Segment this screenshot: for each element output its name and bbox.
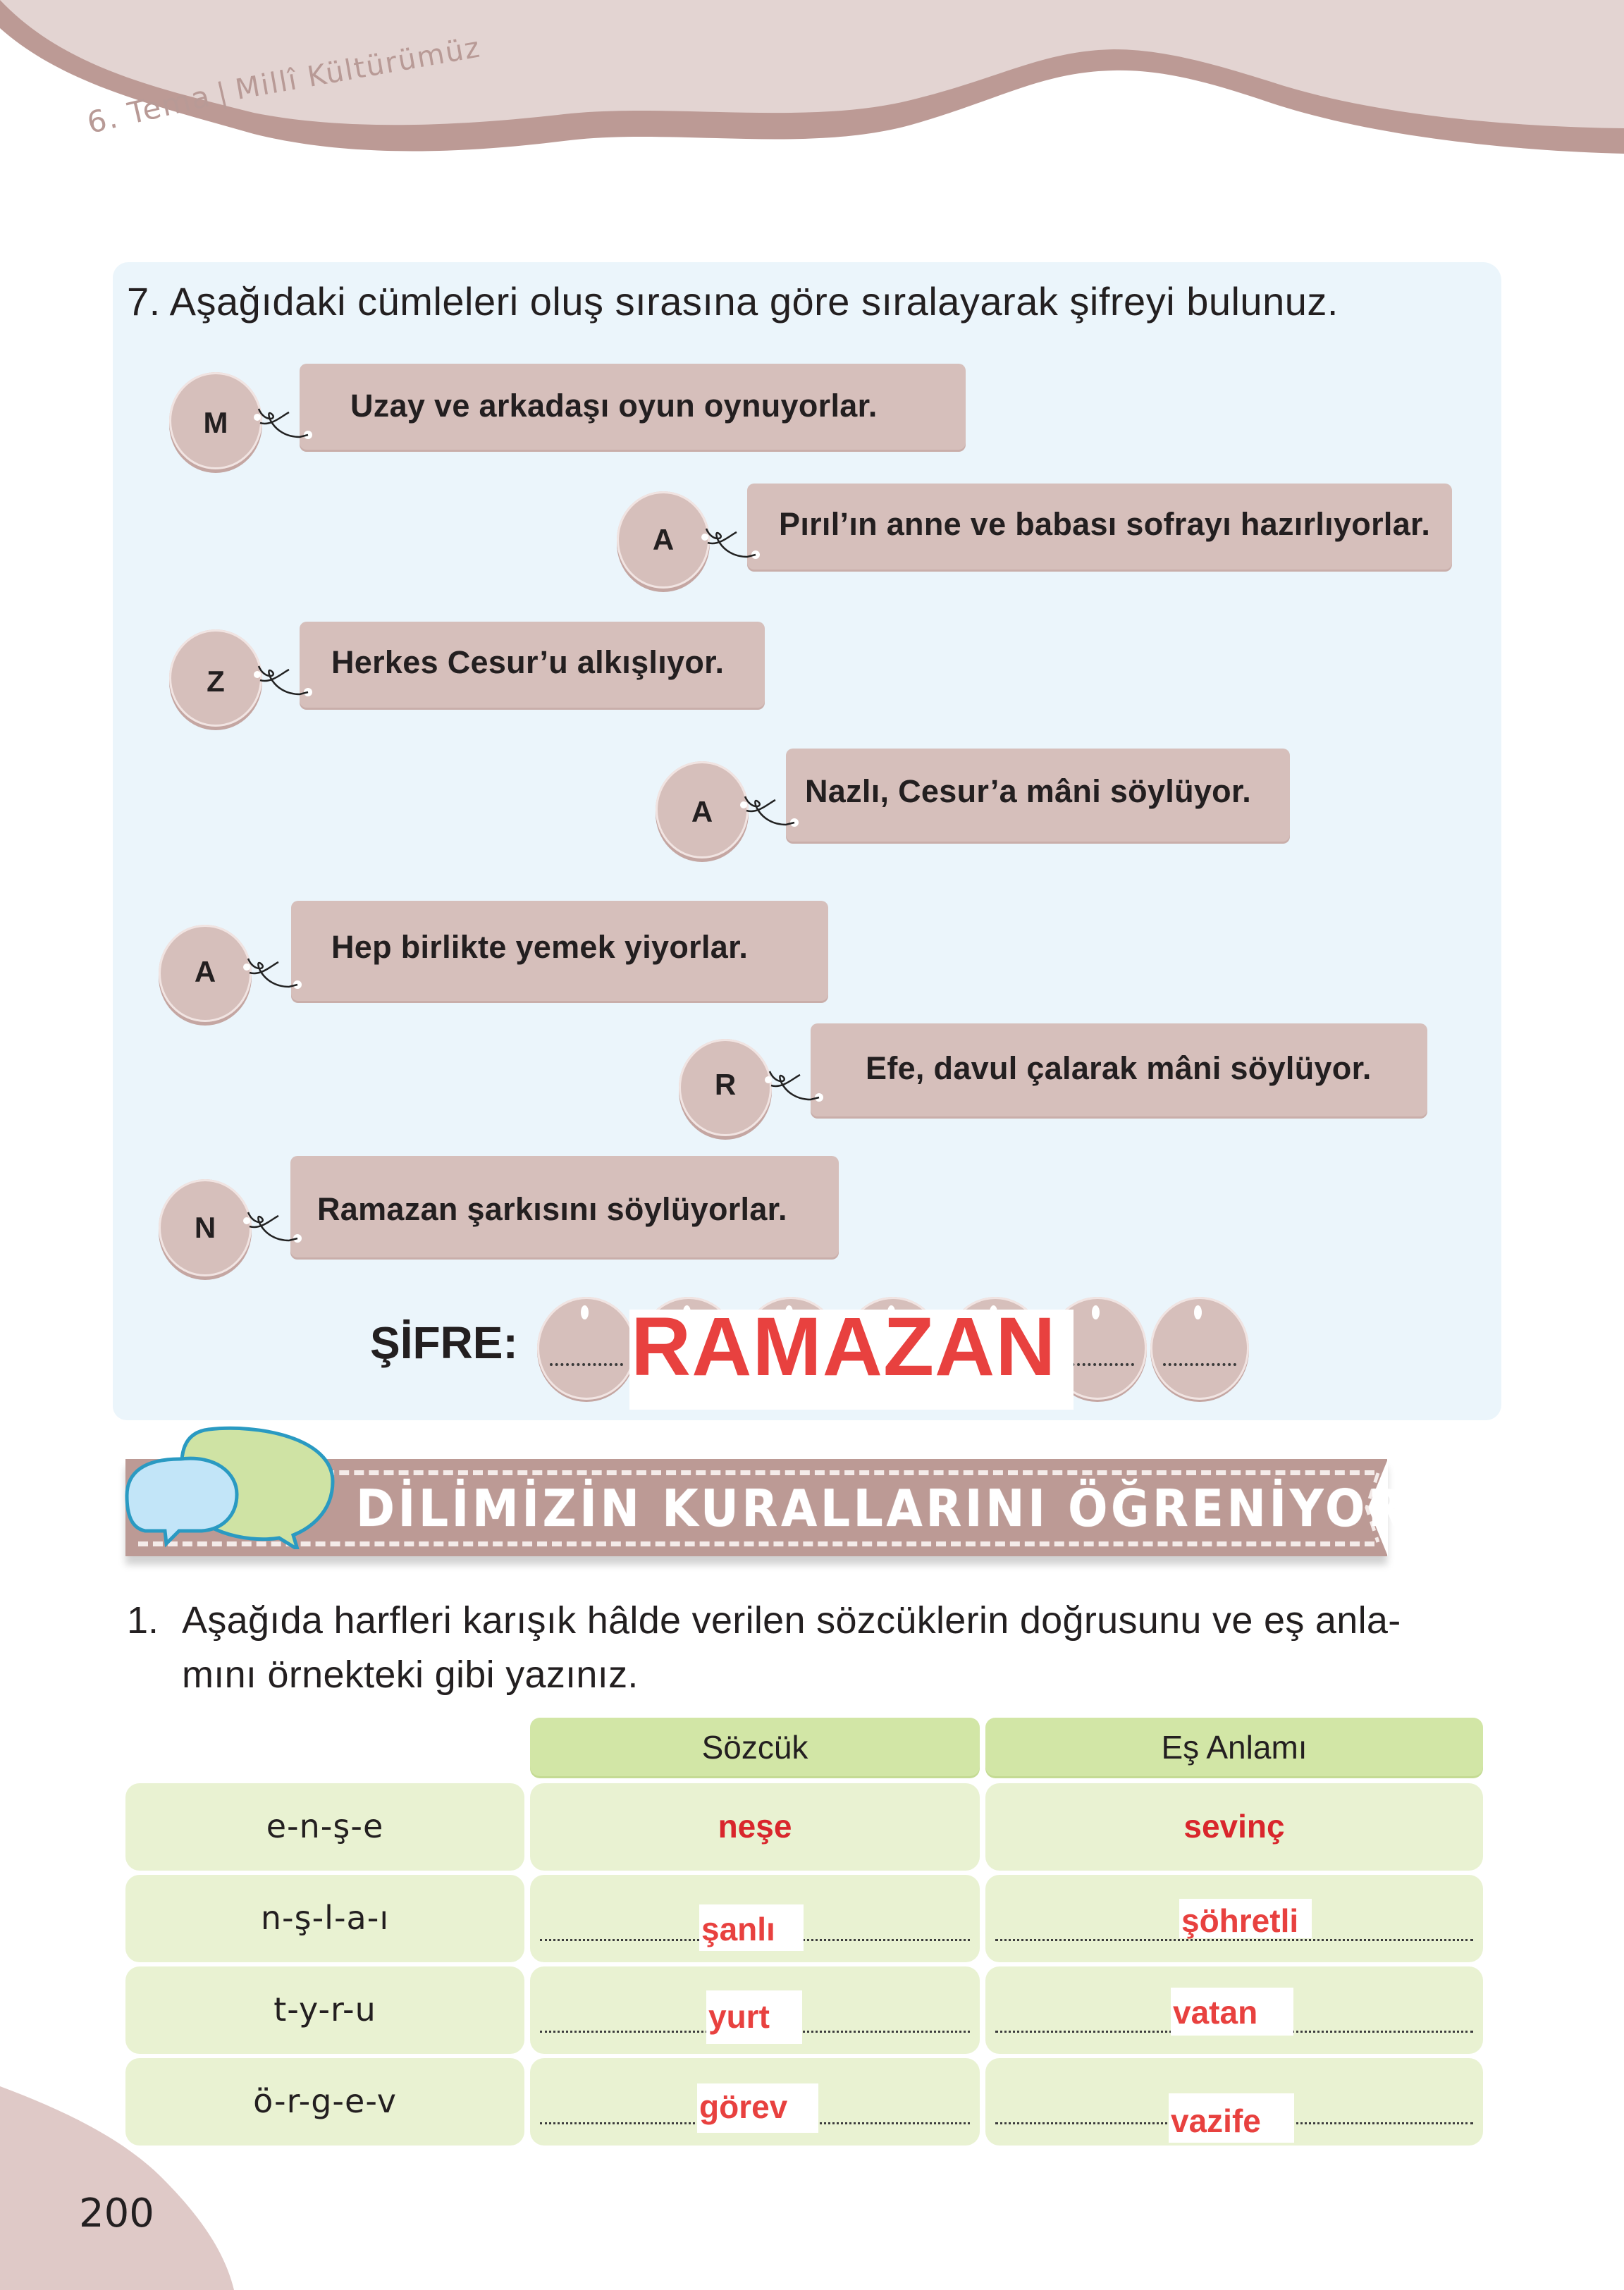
- footer-blob-decoration: [0, 2086, 240, 2290]
- synonym-cell: [985, 1783, 1483, 1871]
- word-cell: [530, 1783, 980, 1871]
- table-row: [125, 1966, 524, 2054]
- scrambled-word: n-ş-l-a-ı: [260, 1899, 390, 1937]
- column-header-synonym: Eş Anlamı: [985, 1718, 1483, 1776]
- sentence-text: Uzay ve arkadaşı oyun oynuyorlar.: [350, 388, 878, 424]
- theme-separator: |: [214, 76, 232, 111]
- string-icon: [250, 655, 314, 705]
- tag-letter: A: [652, 523, 675, 556]
- tag-letter: R: [714, 1068, 737, 1101]
- sentence-text: Herkes Cesur’u alkışlıyor.: [331, 644, 725, 680]
- table-row: [125, 1875, 524, 1962]
- theme-number: 6. Tema: [83, 78, 214, 140]
- answer-synonym[interactable]: vazife: [1171, 2103, 1261, 2139]
- table-row: [125, 1783, 524, 1871]
- cipher-slot[interactable]: [1150, 1297, 1249, 1400]
- speech-bubbles-icon: [124, 1424, 336, 1549]
- question7-text: Aşağıdaki cümleleri oluş sırasına göre sıralayarak şifreyi bulunuz.: [169, 279, 1339, 324]
- answer-synonym[interactable]: şöhretli: [1181, 1902, 1299, 1939]
- tag-letter: A: [691, 795, 713, 828]
- theme-title: Millî Kültürümüz: [233, 31, 484, 106]
- sentence-text: Ramazan şarkısını söylüyorlar.: [317, 1191, 787, 1227]
- string-icon: [698, 518, 761, 567]
- tag-letter: M: [203, 406, 228, 439]
- synonym-cell[interactable]: [985, 2058, 1483, 2146]
- sentence-text: Hep birlikte yemek yiyorlar.: [331, 929, 749, 965]
- sentence-text: Efe, davul çalarak mâni söylüyor.: [866, 1050, 1372, 1086]
- example-word: neşe: [718, 1808, 792, 1845]
- synonym-cell[interactable]: [985, 1966, 1483, 2054]
- question1-number: 1.: [127, 1599, 159, 1642]
- string-icon: [737, 786, 800, 835]
- scrambled-word: e-n-ş-e: [266, 1807, 384, 1845]
- cipher-label: ŞİFRE:: [370, 1317, 518, 1368]
- question1-prompt-line1: Aşağıda harfleri karışık hâlde verilen sözcüklerin doğrusunu ve eş anla-: [182, 1599, 1401, 1642]
- question1-prompt-line2: mını örnekteki gibi yazınız.: [182, 1654, 639, 1696]
- answer-synonym[interactable]: vatan: [1173, 1994, 1258, 2031]
- answer-word[interactable]: yurt: [708, 1998, 770, 2035]
- question7-number: 7.: [127, 279, 161, 324]
- tag-letter: A: [194, 955, 216, 988]
- tag-letter: N: [194, 1211, 216, 1244]
- word-cell[interactable]: [530, 1875, 980, 1962]
- column-header-word: Sözcük: [530, 1718, 980, 1776]
- scrambled-word: ö-r-g-e-v: [253, 2082, 397, 2120]
- string-icon: [240, 1202, 303, 1251]
- cipher-answer[interactable]: RAMAZAN: [631, 1300, 1057, 1393]
- scrambled-word: t-y-r-u: [273, 1990, 376, 2029]
- string-icon: [761, 1061, 825, 1110]
- answer-word[interactable]: şanlı: [701, 1911, 775, 1947]
- word-cell[interactable]: [530, 2058, 980, 2146]
- string-icon: [240, 948, 303, 997]
- word-cell[interactable]: [530, 1966, 980, 2054]
- page-number: 200: [79, 2191, 154, 2236]
- cipher-slot[interactable]: [537, 1297, 636, 1400]
- sentence-text: Nazlı, Cesur’a mâni söylüyor.: [805, 773, 1252, 809]
- example-synonym: sevinç: [1183, 1808, 1285, 1845]
- string-icon: [250, 398, 314, 448]
- answer-word[interactable]: görev: [699, 2088, 788, 2125]
- question7-prompt: [127, 278, 1339, 324]
- synonym-cell[interactable]: [985, 1875, 1483, 1962]
- tag-letter: Z: [207, 665, 225, 698]
- section-title: DİLİMİZİN KURALLARINI ÖĞRENİYORUZ: [356, 1479, 1486, 1538]
- sentence-text: Pırıl’ın anne ve babası sofrayı hazırlıyorlar.: [779, 506, 1431, 542]
